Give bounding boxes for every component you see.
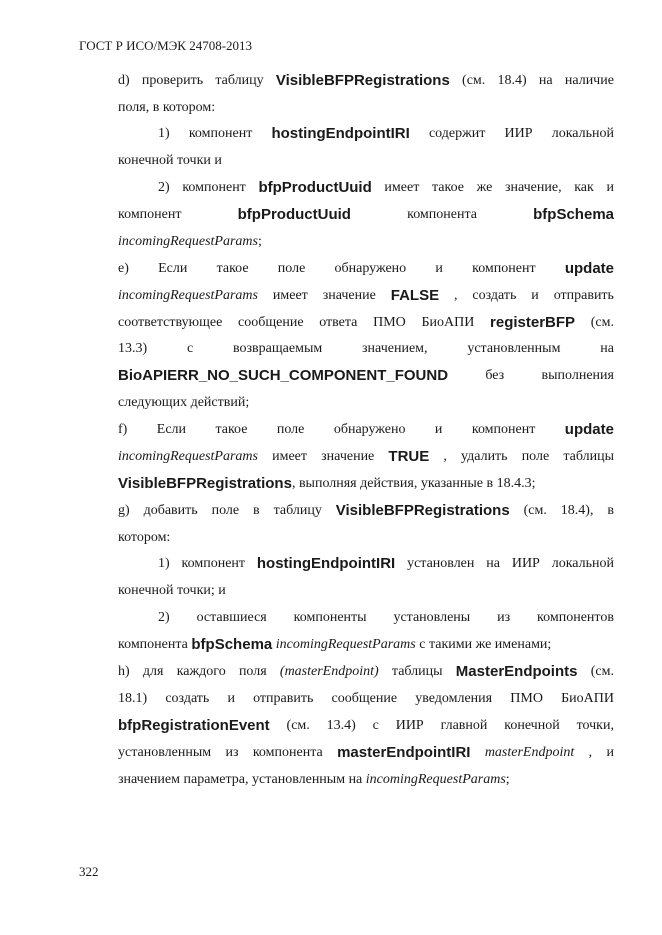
text-run: ПМО — [510, 691, 543, 706]
text-run: ИИР — [395, 718, 424, 733]
text-run: TRUE — [388, 448, 430, 465]
text-run: в — [253, 503, 260, 518]
text-run: и — [435, 261, 443, 276]
text-run: VisibleBFPRegistrations — [335, 502, 510, 519]
text-run: компонента — [407, 207, 477, 222]
text-line — [158, 550, 614, 577]
text-run: значением параметра, установленным на — [118, 772, 366, 787]
text-run: таблицы — [563, 449, 614, 464]
text-run: установлены — [393, 610, 471, 625]
text-run: и — [606, 745, 614, 760]
text-run: обнаружено — [334, 261, 407, 276]
text-run: локальной — [551, 126, 614, 141]
text-run: обнаружено — [333, 422, 406, 437]
text-run: на — [600, 341, 614, 356]
text-run: VisibleBFPRegistrations — [118, 475, 292, 492]
text-run: главной — [440, 718, 488, 733]
text-line — [118, 712, 614, 739]
text-run: компонента — [252, 745, 323, 760]
text-run: сообщение — [238, 315, 304, 330]
text-run: каждого — [176, 664, 226, 679]
text-run: f) — [118, 422, 128, 437]
text-run: таблицу — [273, 503, 322, 518]
text-run: 13.4) — [326, 718, 356, 733]
text-run: ; — [257, 234, 262, 249]
text-run: поля — [238, 664, 267, 679]
running-header: ГОСТ Р ИСО/МЭК 24708-2013 — [79, 38, 253, 53]
text-line — [118, 228, 614, 255]
text-run: с — [186, 341, 194, 356]
text-run: поле — [276, 422, 305, 437]
text-run: имеет — [272, 288, 308, 303]
text-run: incomingRequestParams — [118, 234, 258, 249]
text-line — [118, 309, 614, 336]
text-run: соответствующее — [118, 315, 223, 330]
text-run: с такими же именами; — [415, 637, 552, 652]
text-run: значение, — [504, 180, 562, 195]
text-line — [118, 524, 614, 551]
text-run: отправить — [553, 288, 614, 303]
text-run: и — [434, 422, 443, 437]
text-run: добавить — [143, 503, 198, 518]
text-run: , — [454, 288, 458, 303]
text-run: 2) — [158, 610, 170, 625]
text-line — [118, 470, 614, 497]
text-run: для — [142, 664, 164, 679]
text-run: компонент — [472, 261, 536, 276]
text-run: MasterEndpoints — [455, 663, 578, 680]
text-run: наличие — [564, 73, 614, 88]
text-run: на — [538, 73, 553, 88]
text-run: компонент — [182, 180, 246, 195]
text-run: оставшиеся — [196, 610, 267, 625]
text-run: поле — [521, 449, 550, 464]
text-line — [158, 120, 614, 147]
text-run: masterEndpointIRI — [337, 744, 471, 761]
text-run: incomingRequestParams — [118, 449, 258, 464]
text-line — [118, 362, 614, 389]
text-run: возвращаемым — [233, 341, 323, 356]
text-run: (см. — [462, 73, 486, 88]
text-run: e) — [118, 261, 129, 276]
text-run: ИИР — [504, 126, 533, 141]
text-run: incomingRequestParams — [275, 637, 416, 652]
text-line — [118, 685, 614, 712]
text-run: (см. — [590, 315, 614, 330]
text-run: сообщение — [331, 691, 398, 706]
text-line — [118, 282, 614, 309]
text-line — [118, 443, 614, 470]
text-line — [118, 255, 614, 282]
text-run: из — [225, 745, 239, 760]
text-run: на — [486, 556, 500, 571]
text-run: компонента — [118, 637, 192, 652]
text-run: без — [485, 368, 505, 383]
text-run: котором: — [118, 530, 171, 545]
text-run: 2) — [158, 180, 170, 195]
text-run: d) — [118, 73, 130, 88]
text-run: bfpSchema — [191, 636, 273, 653]
text-line — [118, 389, 614, 416]
text-run: конечной — [504, 718, 560, 733]
text-run: hostingEndpointIRI — [271, 125, 410, 142]
text-run: ; — [505, 772, 510, 787]
text-run: , — [588, 745, 593, 760]
text-line — [118, 497, 614, 524]
text-line — [118, 631, 614, 658]
text-run: g) — [118, 503, 130, 518]
text-run: поле — [211, 503, 240, 518]
text-line — [118, 67, 614, 94]
text-line — [118, 94, 614, 121]
text-run: конечной точки и — [118, 153, 222, 168]
text-run: 13.3) — [118, 341, 148, 356]
text-run: и — [227, 691, 235, 706]
text-run: удалить — [461, 449, 508, 464]
text-run: (masterEndpoint) — [279, 664, 379, 679]
text-run: точки, — [576, 718, 614, 733]
page-number: 322 — [79, 864, 99, 879]
text-line — [158, 604, 614, 631]
text-run: и — [531, 288, 539, 303]
text-run: отправить — [253, 691, 314, 706]
text-run: значение — [321, 449, 375, 464]
text-run: update — [564, 421, 614, 438]
text-line — [118, 147, 614, 174]
text-line — [118, 739, 614, 766]
text-run: компоненты — [293, 610, 367, 625]
text-run: имеет — [272, 449, 308, 464]
text-run: hostingEndpointIRI — [256, 555, 396, 572]
text-run: 18.1) — [118, 691, 148, 706]
text-line — [118, 335, 614, 362]
text-run: 18.4) — [497, 73, 527, 88]
text-run: поле — [277, 261, 306, 276]
text-run: проверить — [141, 73, 204, 88]
text-run: с — [372, 718, 379, 733]
text-run: и — [606, 180, 614, 195]
text-run: update — [564, 260, 614, 277]
text-run: (см. — [286, 718, 310, 733]
text-run: установлен — [407, 556, 475, 571]
text-run: incomingRequestParams — [365, 772, 506, 787]
text-run: выполнения — [541, 368, 614, 383]
text-run: , — [443, 449, 447, 464]
text-run: компонент — [118, 207, 182, 222]
text-run: BioAPIERR_NO_SUCH_COMPONENT_FOUND — [118, 367, 449, 384]
text-run: registerBFP — [490, 314, 576, 331]
text-run: такое — [216, 261, 249, 276]
text-run: bfpProductUuid — [258, 179, 372, 196]
text-line — [118, 577, 614, 604]
text-run: bfpSchema — [533, 206, 614, 223]
text-run: установленным — [118, 745, 212, 760]
text-run: локальной — [551, 556, 614, 571]
text-run: компонент — [471, 422, 536, 437]
text-run: Если — [158, 261, 188, 276]
text-line — [118, 766, 614, 793]
text-run: имеет — [384, 180, 420, 195]
text-run: поля, в котором: — [118, 100, 216, 115]
text-run: bfpProductUuid — [237, 206, 351, 223]
text-line — [118, 416, 614, 443]
text-run: ИИР — [511, 556, 540, 571]
text-run: ответа — [319, 315, 358, 330]
text-run: bfpRegistrationEvent — [118, 717, 270, 734]
text-run: такое — [215, 422, 248, 437]
text-run: Если — [156, 422, 187, 437]
text-run: , выполняя действия, указанные в 18.4.3; — [291, 476, 536, 491]
text-line — [158, 174, 614, 201]
text-run: БиоАПИ — [421, 315, 475, 330]
text-run: содержит — [428, 126, 486, 141]
text-run: FALSE — [390, 287, 440, 304]
text-line — [118, 201, 614, 228]
text-run: из — [497, 610, 511, 625]
text-run: компонент — [188, 126, 253, 141]
text-run: ПМО — [373, 315, 406, 330]
text-line — [118, 658, 614, 685]
text-run: incomingRequestParams — [118, 288, 258, 303]
text-run: VisibleBFPRegistrations — [275, 72, 450, 89]
text-run: компонентов — [537, 610, 614, 625]
text-run: h) — [118, 664, 130, 679]
text-run: значением, — [362, 341, 428, 356]
text-run: 1) — [158, 556, 170, 571]
text-run: значение — [322, 288, 376, 303]
text-run: создать — [165, 691, 210, 706]
text-run: же — [476, 180, 493, 195]
text-run: таблицы — [391, 664, 443, 679]
text-run: masterEndpoint — [484, 745, 575, 760]
text-run: БиоАПИ — [561, 691, 614, 706]
text-run: (см. — [590, 664, 614, 679]
text-run: таблицу — [215, 73, 264, 88]
text-run: такое — [431, 180, 464, 195]
text-run: уведомления — [415, 691, 493, 706]
text-run: следующих действий; — [118, 395, 250, 410]
text-run: как — [574, 180, 594, 195]
text-run: установленным — [467, 341, 561, 356]
text-run: компонент — [181, 556, 246, 571]
text-run: 18.4), — [560, 503, 594, 518]
text-run: создать — [472, 288, 517, 303]
text-run: (см. — [523, 503, 547, 518]
text-run: 1) — [158, 126, 170, 141]
text-run: в — [607, 503, 614, 518]
text-run: конечной точки; и — [118, 583, 226, 598]
